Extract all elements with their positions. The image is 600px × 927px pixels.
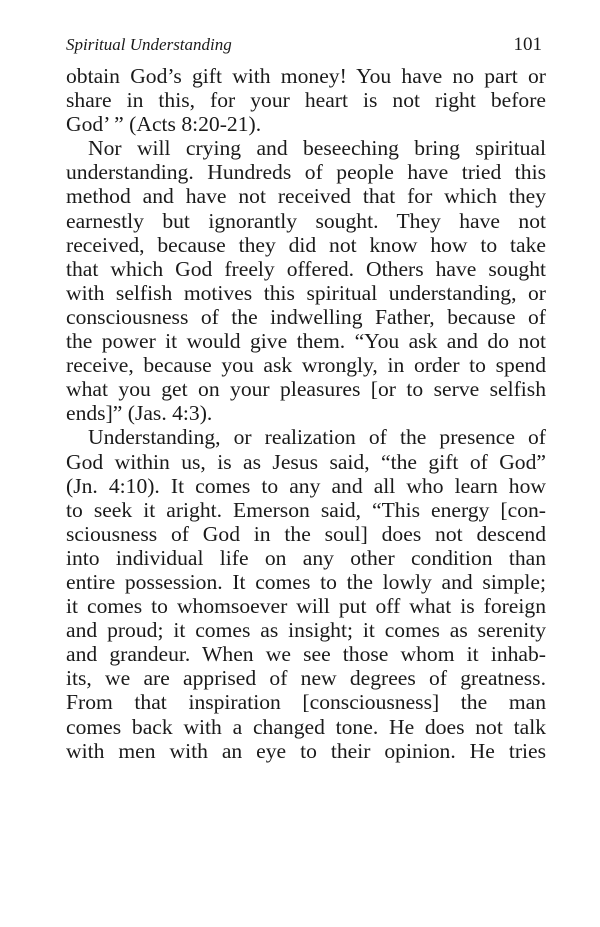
- page-number: 101: [513, 34, 542, 55]
- text-line: with men with an eye to their opinion. He tries: [66, 738, 546, 763]
- paragraph: [66, 64, 546, 136]
- text-line: its, we are apprised of new degrees of greatness.: [66, 666, 546, 691]
- text-line: God within us, is as Jesus said, “the gift of God”: [66, 449, 546, 474]
- text-line: earnestly but ignorantly sought. They have not: [66, 208, 546, 233]
- paragraph: [66, 425, 546, 762]
- paragraph: [66, 136, 546, 425]
- text-line: the power it would give them. “You ask and do not: [66, 329, 546, 354]
- book-page: [66, 34, 546, 763]
- text-line: that which God freely offered. Others have sought: [66, 256, 546, 281]
- text-line: obtain God’s gift with money! You have no part or: [66, 64, 546, 88]
- text-line: with selfish motives this spiritual understanding, or: [66, 280, 546, 305]
- text-line: into individual life on any other condition than: [66, 545, 546, 570]
- text-line: what you get on your pleasures [or to serve selfish: [66, 377, 546, 402]
- text-line: Understanding, or realization of the presence of: [88, 425, 546, 450]
- text-line: sciousness of God in the soul] does not descend: [66, 521, 546, 546]
- text-line: it comes to whomsoever will put off what is foreign: [66, 594, 546, 619]
- text-line: share in this, for your heart is not right before: [66, 88, 546, 113]
- text-line: method and have not received that for which they: [66, 184, 546, 209]
- body-text: [66, 64, 546, 763]
- text-line: to seek it aright. Emerson said, “This energy [con-: [66, 497, 546, 522]
- text-line: received, because they did not know how to take: [66, 232, 546, 257]
- running-title: Spiritual Understanding: [66, 35, 232, 54]
- text-line: ends]” (Jas. 4:3).: [66, 401, 213, 426]
- text-line: consciousness of the indwelling Father, because of: [66, 304, 546, 329]
- text-line: and proud; it comes as insight; it comes as serenity: [66, 618, 546, 643]
- text-line: entire possession. It comes to the lowly and simple;: [66, 569, 546, 594]
- running-head: [66, 34, 546, 60]
- text-line: understanding. Hundreds of people have tried this: [66, 160, 546, 185]
- text-line: From that inspiration [consciousness] the man: [66, 690, 546, 715]
- text-line: receive, because you ask wrongly, in order to spend: [66, 353, 546, 378]
- text-line: God’ ” (Acts 8:20-21).: [66, 112, 262, 137]
- text-line: comes back with a changed tone. He does not talk: [66, 714, 546, 739]
- text-line: Nor will crying and beseeching bring spiritual: [88, 136, 546, 161]
- text-line: (Jn. 4:10). It comes to any and all who learn how: [66, 473, 546, 498]
- text-line: and grandeur. When we see those whom it inhab-: [66, 642, 546, 667]
